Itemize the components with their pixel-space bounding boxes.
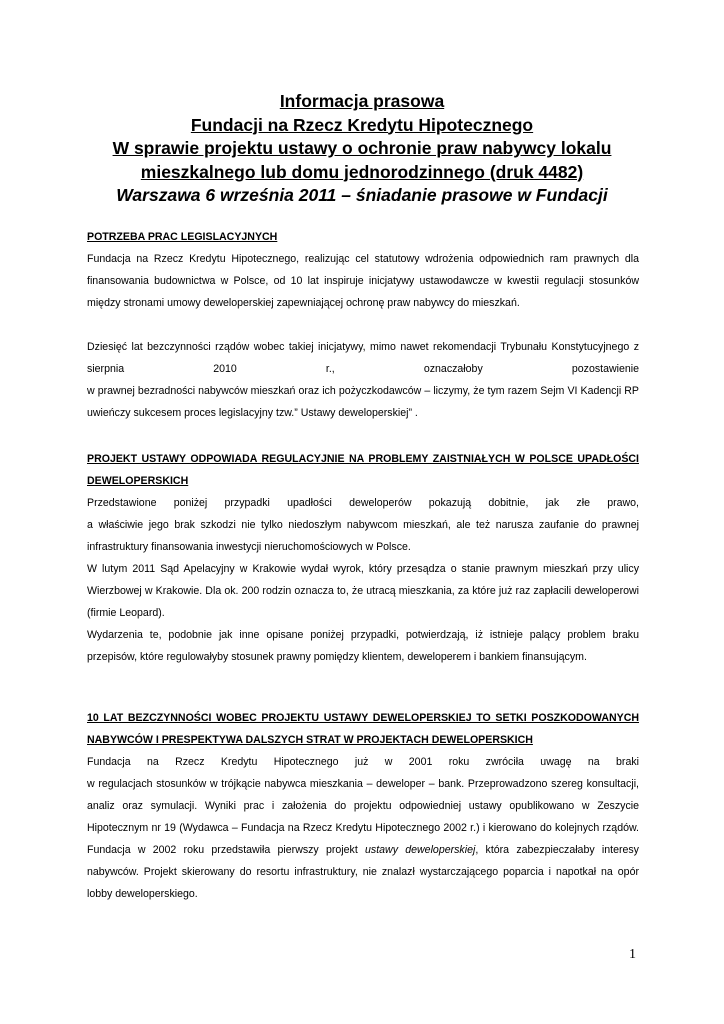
section-3-heading: 10 LAT BEZCZYNNOŚCI WOBEC PROJEKTU USTAWY DEWELOPERSKIEJ TO SETKI POSZKODOWANYCH NABYWCÓW I PRESPEKTYWA DALSZYCH STRAT W PROJEKTACH DEWELOPERSKICH bbox=[87, 712, 639, 746]
section-2-paragraph-2: W lutym 2011 Sąd Apelacyjny w Krakowie wydał wyrok, który przesądza o stanie prawnym mieszkań przy ulicy Wierzbowej w Krakowie. Dla ok. 200 rodzin oznacza to, że utracą mieszkania, za które już raz zapłacili deweloperowi (firmie Leopard). bbox=[87, 563, 639, 619]
section-1 bbox=[87, 226, 639, 314]
title-line-2: Fundacji na Rzecz Kredytu Hipotecznego bbox=[190, 114, 534, 135]
section-3-text-1: w regulacjach stosunków w trójkącie nabywca mieszkania – deweloper – bank. Przeprowadzono szereg konsultacji, analiz oraz symulacji. Wyniki prac i założenia do projektu odpowiedniej ustawy opublikowano w Zeszycie Hipotecznym nr 19 (Wydawca – Fundacja na Rzecz Kredytu Hipotecznego 2002 r.) i kierowano do kolejnych rządów. Fundacja w 2002 roku przedstawiła pierwszy projekt bbox=[87, 778, 639, 856]
section-2-paragraph-1b: a właściwie jego brak szkodzi nie tylko niedoszłym nabywcom mieszkań, ale też narusza zaufanie do prawnej infrastruktury finansowania inwestycji nieruchomościowych w Polsce. bbox=[87, 519, 639, 553]
section-3-italic-text: ustawy deweloperskiej bbox=[365, 844, 476, 856]
section-1-paragraph-2a: Dziesięć lat bezczynności rządów wobec takiej inicjatywy, mimo nawet rekomendacji Trybunału Konstytucyjnego z sierpnia 2010 r., oznaczałoby pozostawienie bbox=[87, 341, 639, 375]
section-3 bbox=[87, 707, 639, 905]
title-line-1: Informacja prasowa bbox=[279, 91, 445, 111]
document-title bbox=[60, 90, 664, 208]
section-2-paragraph-1a: Przedstawione poniżej przypadki upadłości deweloperów pokazują dobitnie, jak złe prawo, bbox=[87, 497, 639, 509]
section-2-heading: PROJEKT USTAWY ODPOWIADA REGULACYJNIE NA PROBLEMY ZAISTNIAŁYCH W POLSCE UPADŁOŚCI DEWELOPERSKICH bbox=[87, 453, 639, 487]
title-line-3: W sprawie projektu ustawy o ochronie praw nabywcy lokalu bbox=[112, 138, 612, 158]
section-1-paragraph-2b: w prawnej bezradności nabywców mieszkań oraz ich pożyczkodawców – liczymy, że tym razem Sejm VI Kadencji RP uwieńczy sukcesem proces legislacyjny tzw.” Ustawy deweloperskiej” . bbox=[87, 385, 639, 419]
section-3-paragraph-1b bbox=[87, 773, 639, 905]
title-line-4: mieszkalnego lub domu jednorodzinnego (druk 4482) bbox=[140, 161, 584, 182]
section-1b bbox=[87, 336, 639, 424]
page-number: 1 bbox=[629, 947, 636, 962]
section-1-heading: POTRZEBA PRAC LEGISLACYJNYCH bbox=[87, 231, 278, 243]
section-1-paragraph-1: Fundacja na Rzecz Kredytu Hipotecznego, realizując cel statutowy wdrożenia odpowiednich ram prawnych dla finansowania budownictwa w Polsce, od 10 lat inspiruje inicjatywy ustawodawcze w kwestii regulacji stosunków między stronami umowy deweloperskiej zapewniającej ochronę praw nabywcy do mieszkań. bbox=[87, 253, 639, 309]
section-2 bbox=[87, 448, 639, 668]
section-2-paragraph-3: Wydarzenia te, podobnie jak inne opisane poniżej przypadki, potwierdzają, iż istnieje palący problem braku przepisów, które regulowałyby stosunek prawny pomiędzy klientem, deweloperem i bankiem finansującym. bbox=[87, 629, 639, 663]
section-3-text-2: , która zabezpieczałaby interesy nabywców. Projekt skierowany do resortu infrastruktury, nie znalazł wystarczającego poparcia i napotkał na opór lobby deweloperskiego. bbox=[87, 844, 639, 900]
title-line-5: Warszawa 6 września 2011 – śniadanie prasowe w Fundacji bbox=[116, 185, 608, 205]
section-3-paragraph-1a: Fundacja na Rzecz Kredytu Hipotecznego już w 2001 roku zwróciła uwagę na braki bbox=[87, 756, 639, 768]
